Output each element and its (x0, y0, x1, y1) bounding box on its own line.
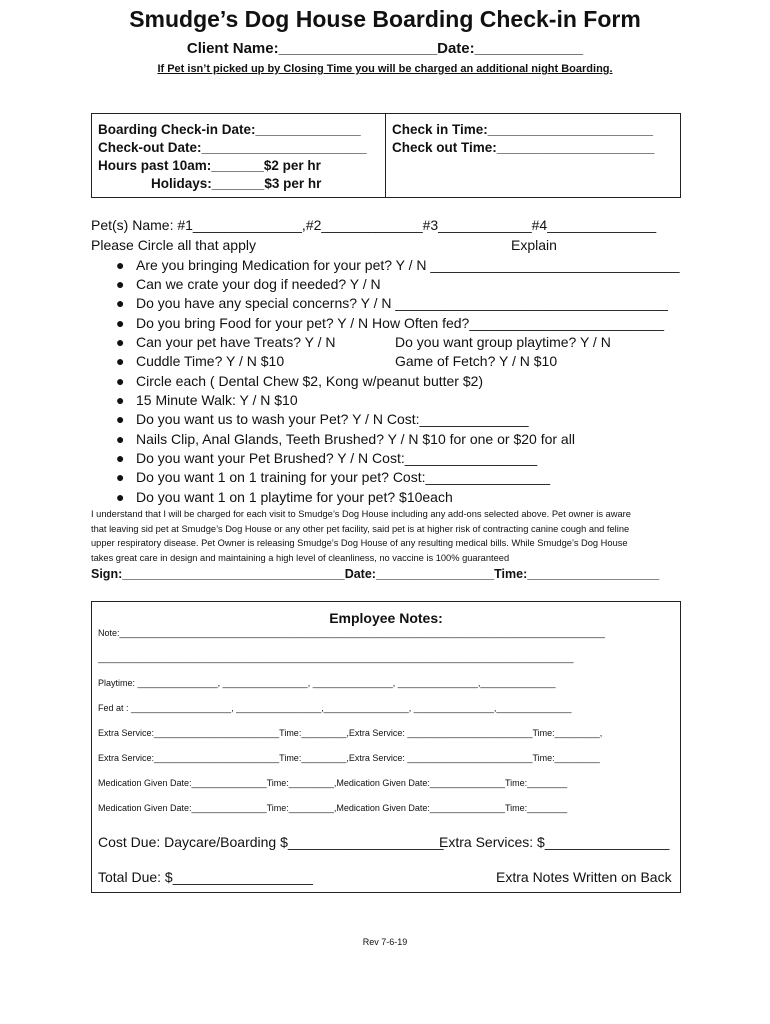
employee-notes-box (91, 601, 681, 893)
medication-row-1[interactable]: Medication Given Date:_______________Time:_________,Medication Given Date:_______________Time:________ (98, 778, 568, 788)
medication-row-2[interactable]: Medication Given Date:_______________Time:_________,Medication Given Date:_______________Time:________ (98, 803, 568, 813)
bullet-icon: ● (116, 315, 125, 331)
checkin-time-field[interactable]: Check in Time:______________________ (392, 122, 653, 137)
bullet-icon: ● (116, 373, 125, 389)
checkout-time-field[interactable]: Check out Time:_____________________ (392, 140, 655, 155)
explain-label: Explain (511, 237, 557, 253)
bullet-icon: ● (116, 276, 125, 292)
liability-line: I understand that I will be charged for each visit to Smudge’s Dog House including any add-ons selected above. Pet owner is aware (91, 509, 631, 519)
revision-label: Rev 7-6-19 (362, 937, 408, 947)
question-nails-glands-teeth[interactable]: ● Nails Clip, Anal Glands, Teeth Brushed? Y / N $10 for one or $20 for all (116, 431, 575, 447)
bullet-icon: ● (116, 257, 125, 273)
fed-at-field[interactable]: Fed at : ____________________, _________________,_________________, ________________,_______________ (98, 703, 572, 713)
pet-names-line[interactable]: Pet(s) Name: #1______________,#2_____________#3____________#4______________ (91, 217, 657, 233)
question-brushed[interactable]: ● Do you want your Pet Brushed? Y / N Cost:_________________ (116, 450, 538, 466)
bullet-icon: ● (116, 489, 125, 505)
checkout-date-field[interactable]: Check-out Date:______________________ (98, 140, 367, 155)
checkin-date-field[interactable]: Boarding Check-in Date:______________ (98, 122, 361, 137)
question-food[interactable]: ● Do you bring Food for your pet? Y / N How Often fed?_________________________ (116, 315, 664, 331)
bullet-icon: ● (116, 295, 125, 311)
question-walk[interactable]: ● 15 Minute Walk: Y / N $10 (116, 392, 298, 408)
liability-line: that leaving sid pet at Smudge’s Dog House or any other pet facility, said pet is at higher risk of contracting canine cough and feline (91, 523, 630, 534)
liability-line: takes great care in design and maintaining a high level of cleanliness, no vaccine is 100% guaranteed (91, 552, 510, 563)
extra-services-field[interactable]: Extra Services: $________________ (439, 834, 670, 850)
question-cuddle[interactable]: ● Cuddle Time? Y / N $10 (116, 353, 285, 369)
bullet-icon: ● (116, 392, 125, 408)
question-wash[interactable]: ● Do you want us to wash your Pet? Y / N Cost:______________ (116, 411, 529, 427)
extra-service-row-1[interactable]: Extra Service:_________________________Time:_________,Extra Service: _________________________Time:_________, (98, 728, 603, 738)
extra-service-row-2[interactable]: Extra Service:_________________________Time:_________,Extra Service: _________________________Time:_________ (98, 753, 600, 763)
bullet-icon: ● (116, 469, 125, 485)
employee-notes-title: Employee Notes: (329, 610, 443, 626)
circle-instruction: Please Circle all that apply (91, 237, 256, 253)
bullet-icon: ● (116, 431, 125, 447)
note-field-line2[interactable]: _______________________________________________________________________________________________ (98, 653, 574, 663)
holidays-field[interactable]: Holidays:_______$3 per hr (151, 176, 322, 191)
total-due-field[interactable]: Total Due: $__________________ (98, 869, 313, 885)
question-treats[interactable]: ● Can your pet have Treats? Y / N (116, 334, 336, 350)
back-notes-label: Extra Notes Written on Back (496, 869, 672, 885)
question-1on1-playtime[interactable]: ● Do you want 1 on 1 playtime for your pet? $10each (116, 489, 453, 505)
question-group-playtime[interactable]: Do you want group playtime? Y / N (395, 334, 611, 350)
bullet-icon: ● (116, 334, 125, 350)
hours-past-field[interactable]: Hours past 10am:_______$2 per hr (98, 158, 321, 173)
late-pickup-warning: If Pet isn’t picked up by Closing Time you will be charged an additional night Boarding. (157, 63, 613, 75)
question-crate[interactable]: ● Can we crate your dog if needed? Y / N (116, 276, 381, 292)
client-name-date-line[interactable]: Client Name:___________________Date:_____________ (186, 40, 584, 57)
form-title: Smudge’s Dog House Boarding Check-in Form (129, 6, 641, 32)
liability-line: upper respiratory disease. Pet Owner is releasing Smudge’s Dog House of any resulting medical bills. While Smudge’s Dog House (91, 538, 628, 549)
question-training[interactable]: ● Do you want 1 on 1 training for your pet? Cost:________________ (116, 469, 551, 485)
bullet-icon: ● (116, 411, 125, 427)
box-divider (385, 114, 386, 197)
question-concerns[interactable]: ● Do you have any special concerns? Y / N ___________________________________ (116, 295, 668, 311)
note-field[interactable]: Note:_________________________________________________________________________________________________ (98, 628, 606, 638)
question-fetch[interactable]: Game of Fetch? Y / N $10 (395, 353, 558, 369)
boarding-dates-box (91, 113, 681, 198)
bullet-icon: ● (116, 353, 125, 369)
bullet-icon: ● (116, 450, 125, 466)
cost-due-field[interactable]: Cost Due: Daycare/Boarding $____________________ (98, 834, 444, 850)
liability-statement (91, 507, 681, 565)
signature-line[interactable]: Sign:________________________________Date:_________________Time:___________________ (91, 567, 660, 581)
question-dental-kong[interactable]: ● Circle each ( Dental Chew $2, Kong w/peanut butter $2) (116, 373, 484, 389)
question-medication[interactable]: ● Are you bringing Medication for your pet? Y / N ________________________________ (116, 257, 680, 273)
playtime-field[interactable]: Playtime: ________________, _________________, ________________, ________________,_______________ (98, 678, 556, 688)
